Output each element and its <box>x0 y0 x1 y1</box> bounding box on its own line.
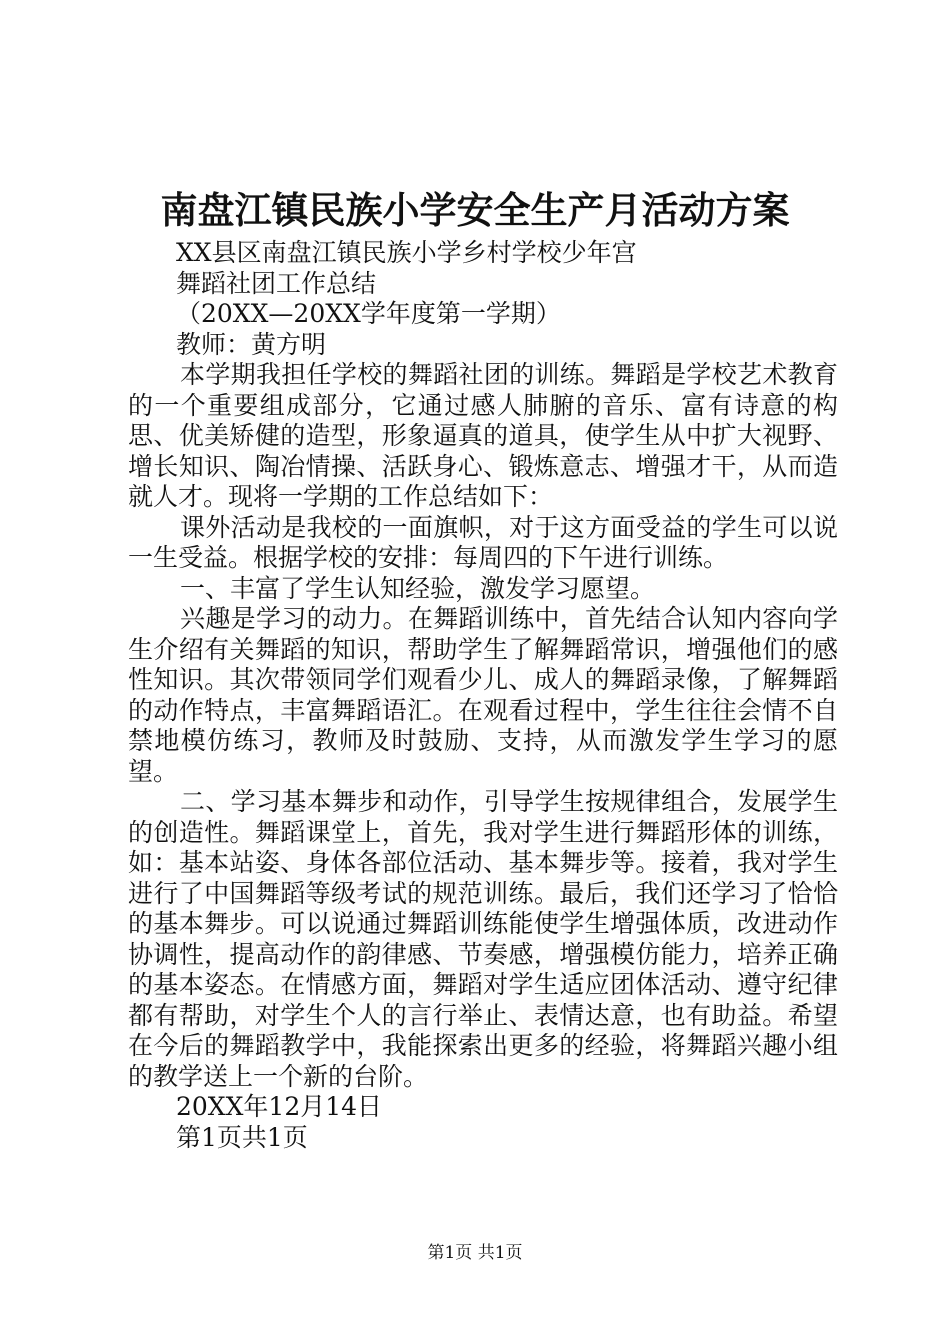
paragraph-basic-steps: 二、学习基本舞步和动作，引导学生按规律组合，发展学生的创造性。舞蹈课堂上，首先，我对学生进行舞蹈形体的训练，如：基本站姿、身体各部位活动、基本舞步等。接着，我对学生进行了中国舞蹈等级考试的规范训练。最后，我们还学习了恰恰的基本舞步。可以说通过舞蹈训练能使学生增强体质，改进动作协调性，提高动作的韵律感、节奏感，增强模仿能力，培养正确的基本姿态。在情感方面，舞蹈对学生适应团体活动、遵守纪律都有帮助，对学生个人的言行举止、表情达意，也有助益。希望在今后的舞蹈教学中，我能探索出更多的经验，将舞蹈兴趣小组的教学送上一个新的台阶。 <box>128 787 838 1091</box>
header-line-school: XX县区南盘江镇民族小学乡村学校少年宫 <box>176 238 637 267</box>
document-body <box>128 238 838 1153</box>
page-footer: 第1页 共1页 <box>427 1243 523 1263</box>
date-line: 20XX年12月14日 <box>176 1092 383 1121</box>
section-heading-1: 一、丰富了学生认知经验，激发学习愿望。 <box>180 573 656 603</box>
inline-page-count: 第1页共1页 <box>176 1122 308 1152</box>
header-line-term: （20XX—20XX学年度第一学期） <box>176 299 561 328</box>
header-line-summary-title: 舞蹈社团工作总结 <box>176 268 377 298</box>
paragraph-interest: 兴趣是学习的动力。在舞蹈训练中，首先结合认知内容向学生介绍有关舞蹈的知识，帮助学生了解舞蹈常识，增强他们的感性知识。其次带领同学们观看少儿、成人的舞蹈录像，了解舞蹈的动作特点，丰富舞蹈语汇。在观看过程中，学生往往会情不自禁地模仿练习，教师及时鼓励、支持，从而激发学生学习的愿望。 <box>128 604 838 786</box>
header-line-teacher: 教师：黄方明 <box>176 329 327 359</box>
paragraph-activity: 课外活动是我校的一面旗帜，对于这方面受益的学生可以说一生受益。根据学校的安排：每周四的下午进行训练。 <box>128 512 838 572</box>
document-title: 南盘江镇民族小学安全生产月活动方案 <box>160 188 790 232</box>
paragraph-intro: 本学期我担任学校的舞蹈社团的训练。舞蹈是学校艺术教育的一个重要组成部分，它通过感人肺腑的音乐、富有诗意的构思、优美矫健的造型，形象逼真的道具，使学生从中扩大视野、增长知识、陶冶情操、活跃身心、锻炼意志、增强才干，从而造就人才。现将一学期的工作总结如下： <box>128 360 838 511</box>
